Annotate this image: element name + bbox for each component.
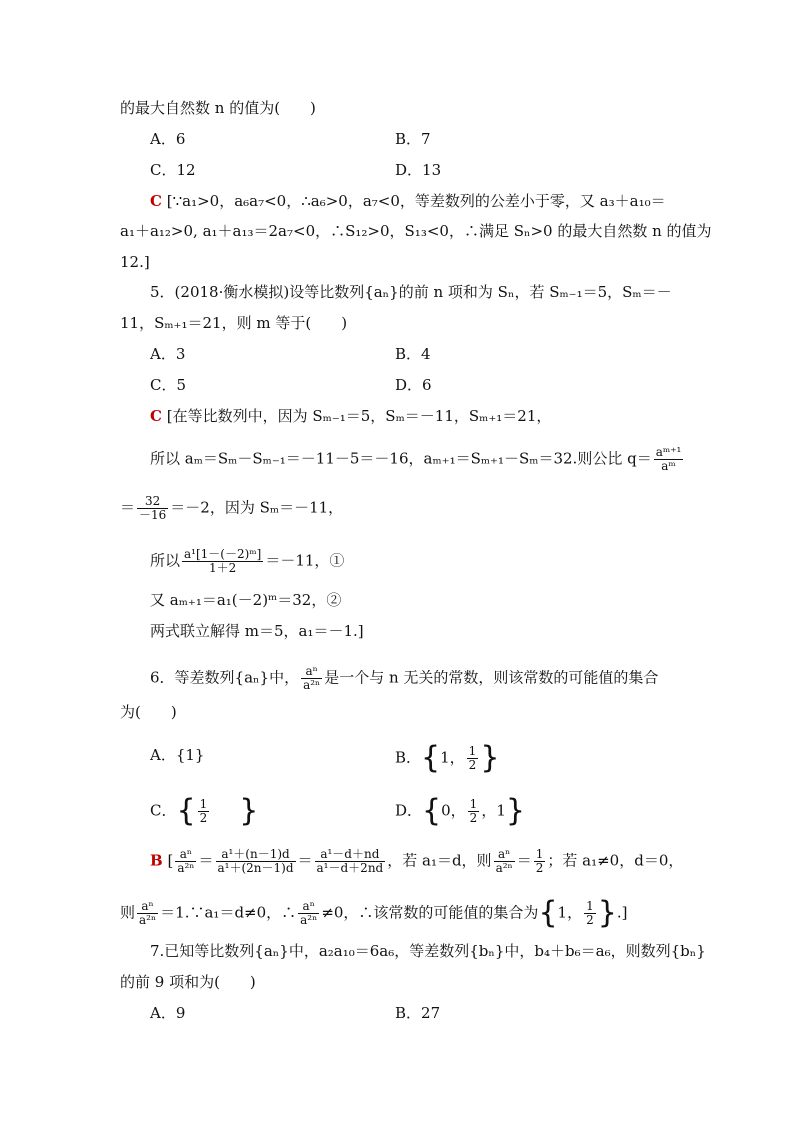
fraction: $\frac{\text{aⁿ}}{\text{a²ⁿ}}$: [300, 899, 318, 927]
q5-solution-line-3: ＝ $\frac{32}{-16}$ ＝－2，因为 Sₘ＝－11，: [120, 494, 344, 522]
fraction: $\frac{1}{2}$: [468, 744, 477, 772]
fraction: $\frac{1}{2}$: [586, 899, 594, 927]
fraction: $\frac{\text{aⁿ}}{\text{a²ⁿ}}$: [139, 899, 157, 927]
q5-option-a: A．3: [150, 345, 186, 363]
fraction: $\frac{1}{2}$: [199, 797, 208, 825]
q5-solution-line-5: 又 aₘ₊₁＝a₁(－2)ᵐ＝32，②: [150, 591, 342, 609]
q4-solution-line-2: a₁＋a₁₂>0, a₁＋a₁₃＝2a₇<0，∴S₁₂>0，S₁₃<0，∴满足 Sₙ>0 的最大自然数 n 的值为: [120, 222, 712, 240]
q4-solution-line-3: 12.]: [120, 253, 150, 271]
answer-tag: C: [150, 192, 162, 210]
question-5-line-2: 11，Sₘ₊₁＝21，则 m 等于( ): [120, 314, 348, 332]
q7-option-b: B．27: [395, 1004, 441, 1022]
q4-option-d: D．13: [395, 161, 442, 179]
fraction: $\frac{\text{a¹[1－(－2)ᵐ]}}{1+2}$: [184, 547, 262, 575]
fraction: $\frac{1}{2}$: [469, 797, 478, 825]
fraction: $\frac{32}{-16}$: [139, 494, 167, 522]
fraction: $\frac{\text{a¹－d＋nd}}{\text{a¹－d＋2nd}}$: [316, 847, 384, 875]
q5-option-b: B．4: [395, 345, 431, 363]
question-4-tail: 的最大自然数 n 的值为( ): [120, 99, 316, 117]
question-7-line-1: 7.已知等比数列{aₙ}中，a₂a₁₀＝6a₆，等差数列{bₙ}中，b₄＋b₆＝a₆，则数列{bₙ}: [150, 942, 706, 960]
q6-option-a: A．{1}: [150, 746, 205, 764]
fraction: $\frac{1}{2}$: [535, 847, 544, 875]
fraction: $\frac{\text{a¹＋(n－1)d}}{\text{a¹＋(2n－1)d}}$: [217, 847, 294, 875]
q7-option-a: A．9: [150, 1004, 186, 1022]
fraction: $\frac{\text{aⁿ}}{\text{a²ⁿ}}$: [495, 847, 513, 875]
q5-solution-line-1: C [在等比数列中，因为 Sₘ₋₁＝5，Sₘ＝－11，Sₘ₊₁＝21，: [150, 407, 552, 425]
question-6-line-2: 为( ): [120, 703, 177, 721]
q5-solution-line-2: 所以 aₘ＝Sₘ－Sₘ₋₁＝－11－5＝－16，aₘ₊₁＝Sₘ₊₁－Sₘ＝32.则公比 q＝ $\frac{\text{aᵐ⁺¹}}{\text{aᵐ}}$: [150, 445, 682, 473]
q4-option-a: A．6: [150, 130, 186, 148]
question-6-line-1: 6．等差数列{aₙ}中， $\frac{\text{aⁿ}}{\text{a²ⁿ}}$ 是一个与 n 无关的常数，则该常数的可能值的集合: [150, 664, 659, 692]
q6-option-b: B．{1， $\frac{1}{2}$ }: [395, 740, 500, 776]
question-5-line-1: 5．(2018·衡水模拟)设等比数列{aₙ}的前 n 项和为 Sₙ，若 Sₘ₋₁＝5，Sₘ＝－: [150, 283, 672, 301]
q4-option-c: C．12: [150, 161, 196, 179]
q6-option-d: D．{0， $\frac{1}{2}$ ，1}: [395, 793, 525, 829]
q5-solution-line-4: 所以 $\frac{\text{a¹[1－(－2)ᵐ]}}{1+2}$ ＝－11，①: [150, 547, 345, 575]
q5-option-c: C．5: [150, 376, 187, 394]
answer-tag: B: [150, 851, 163, 870]
q4-solution-line-1: C [∵a₁>0，a₆a₇<0，∴a₆>0，a₇<0，等差数列的公差小于零，又 a₃＋a₁₀＝: [150, 192, 666, 210]
q6-solution-line-1: B [ $\frac{\text{aⁿ}}{\text{a²ⁿ}}$ ＝ $\frac{\text{a¹＋(n－1)d}}{\text{a¹＋(2n－1)d}}$ ＝ $\frac{\text{a¹－d＋nd}}{\text{a¹－d＋2nd}}$ ，若 a₁＝d，则 $\frac{\text{aⁿ}}{\text{a²ⁿ}}$ ＝ $\frac{1}{2}$ ；若 a₁≠0，d＝0，: [150, 847, 684, 875]
question-7-line-2: 的前 9 项和为( ): [120, 973, 256, 991]
fraction: $\frac{\text{aⁿ}}{\text{a²ⁿ}}$: [177, 847, 195, 875]
q6-option-c: C．{ $\frac{1}{2}$ }: [150, 793, 259, 829]
q4-option-b: B．7: [395, 130, 431, 148]
q5-solution-line-6: 两式联立解得 m＝5，a₁＝－1.]: [150, 622, 364, 640]
q6-solution-line-2: 则 $\frac{\text{aⁿ}}{\text{a²ⁿ}}$ ＝1.∵a₁＝d≠0，∴ $\frac{\text{aⁿ}}{\text{a²ⁿ}}$ ≠0，∴该常数的可能值的集合为{1， $\frac{1}{2}$ }.]: [120, 895, 628, 931]
fraction: $\frac{\text{aᵐ⁺¹}}{\text{aᵐ}}$: [655, 445, 682, 473]
q5-option-d: D．6: [395, 376, 432, 394]
fraction: $\frac{\text{aⁿ}}{\text{a²ⁿ}}$: [303, 664, 321, 692]
answer-tag: C: [150, 407, 162, 425]
